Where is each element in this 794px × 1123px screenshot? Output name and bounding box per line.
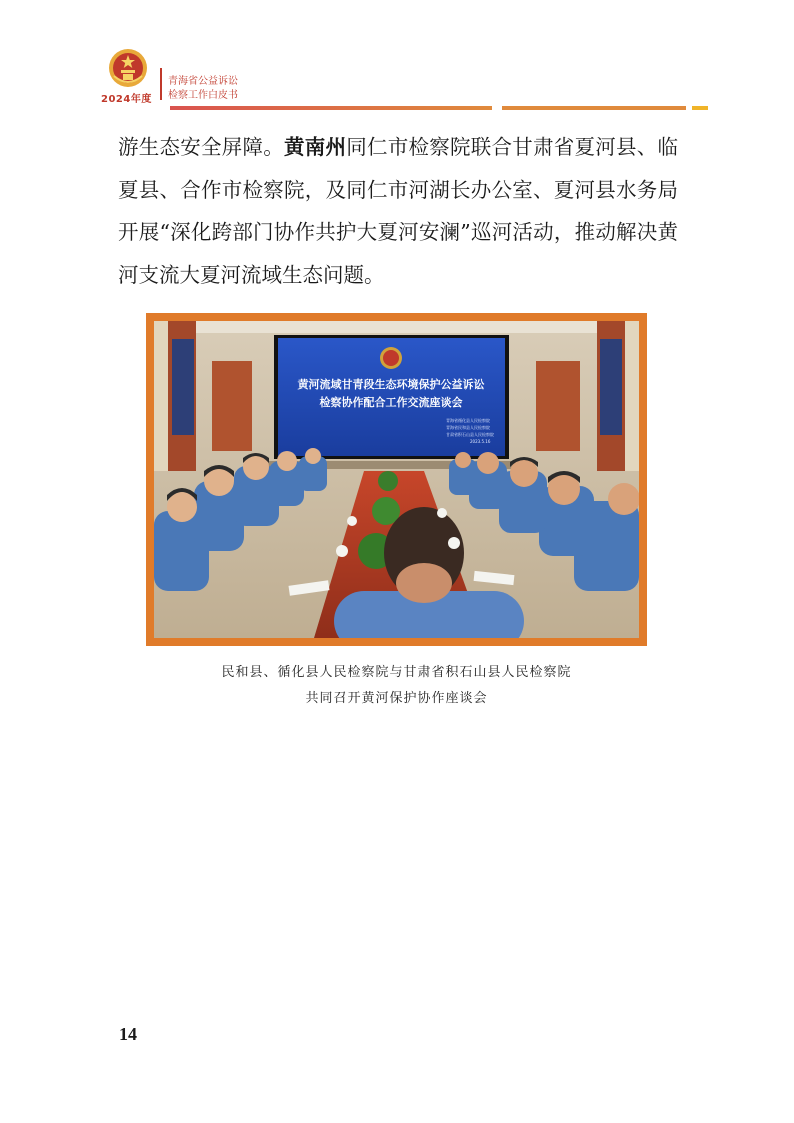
body-paragraph (118, 126, 678, 296)
photo-frame (146, 313, 647, 646)
year-label: 2024年度 (101, 94, 152, 105)
header-rule-red (170, 106, 492, 110)
meeting-photo-illustration (154, 321, 639, 638)
screen-date: 2023.5.16 (470, 439, 491, 444)
screen-org-3: 甘肃省积石山县人民检察院 (446, 432, 494, 437)
screen-org-2: 青海省民和县人民检察院 (446, 425, 490, 430)
page-header (0, 0, 794, 115)
header-title-line2: 检察工作白皮书 (168, 90, 238, 101)
header-rule-yellow (692, 106, 708, 110)
procuratorate-emblem-icon (108, 48, 148, 88)
header-rule-orange (502, 106, 686, 110)
screen-title-line2: 检察协作配合工作交流座谈会 (319, 396, 463, 409)
paragraph-text-after: 同仁市检察院联合甘肃省夏河县、临夏县、合作市检察院，及同仁市河湖长办公室、夏河县水务局开展“深化跨部门协作共护大夏河安澜”巡河活动，推动解决黄河支流大夏河流域生态问题。 (118, 135, 678, 287)
meeting-photo (154, 321, 639, 638)
photo-caption-line2: 共同召开黄河保护协作座谈会 (305, 691, 488, 706)
page-number: 14 (119, 1024, 137, 1044)
paragraph-text-before: 游生态安全屏障。 (118, 135, 284, 159)
header-title-line1: 青海省公益诉讼 (168, 76, 238, 87)
photo-caption-line1: 民和县、循化县人民检察院与甘肃省积石山县人民检察院 (221, 665, 572, 680)
screen-title-line1: 黄河流域甘青段生态环境保护公益诉讼 (297, 378, 485, 391)
screen-org-1: 青海省循化县人民检察院 (446, 418, 490, 423)
paragraph-highlight: 黄南州 (284, 135, 347, 159)
header-divider (160, 68, 162, 100)
